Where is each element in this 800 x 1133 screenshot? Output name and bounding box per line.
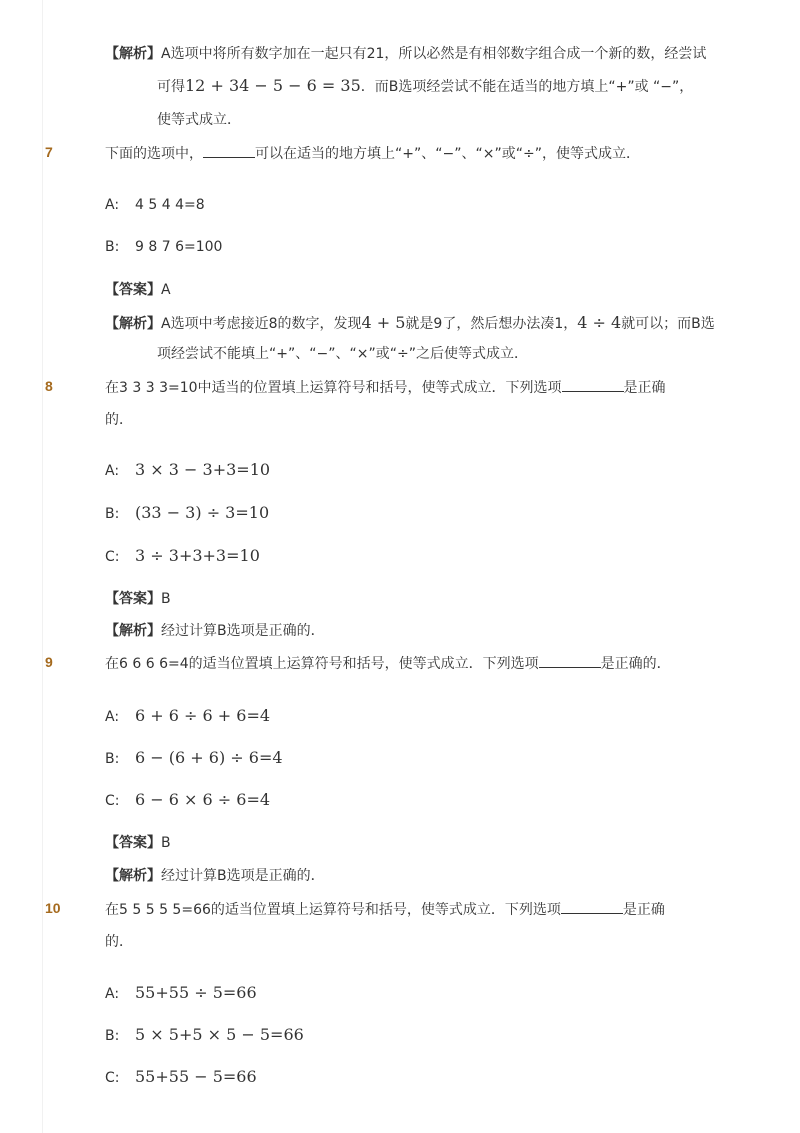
answer-blank — [561, 899, 623, 914]
analysis-line1: 【解析】A选项中考虑接近8的数字，发现4 + 5就是9了，然后想办法凑1，4 ÷ 4就可以；而B选 — [105, 313, 715, 332]
left-margin-rule — [42, 0, 43, 1133]
option-b[interactable]: B: 6 − (6 + 6) ÷ 6=4 — [105, 748, 283, 767]
answer-line: 【答案】A — [105, 282, 171, 298]
question-stem-line1: 在3 3 3 3=10中适当的位置填上运算符号和括号，使等式成立．下列选项 是正确 — [105, 377, 666, 398]
analysis-line: 【解析】经过计算B选项是正确的． — [105, 868, 325, 884]
answer-blank — [203, 143, 255, 158]
question-number: 10 — [45, 900, 61, 916]
analysis-tag: 【解析】 — [105, 46, 161, 62]
question-number: 7 — [45, 144, 53, 160]
question-number: 9 — [45, 654, 53, 670]
question-stem-line1: 在5 5 5 5 5=66的适当位置填上运算符号和括号，使等式成立．下列选项 是正确 — [105, 899, 665, 920]
option-c[interactable]: C: 55+55 − 5=66 — [105, 1067, 257, 1086]
answer-line: 【答案】B — [105, 835, 171, 851]
option-a[interactable]: A: 55+55 ÷ 5=66 — [105, 983, 257, 1002]
option-a[interactable]: A: 4 5 4 4=8 — [105, 197, 205, 213]
answer-blank — [539, 653, 601, 668]
prev-analysis-line3: 使等式成立． — [157, 112, 241, 128]
question-stem-line2: 的． — [105, 934, 133, 950]
option-c[interactable]: C: 6 − 6 × 6 ÷ 6=4 — [105, 790, 271, 809]
prev-analysis-line2: 可得12 + 34 − 5 − 6 = 35．而B选项经尝试不能在适当的地方填上“+”或 “−”， — [157, 76, 694, 95]
analysis-line2: 项经尝试不能填上“+”、“−”、“×”或“÷”之后使等式成立． — [157, 346, 528, 362]
question-stem: 在6 6 6 6=4的适当位置填上运算符号和括号，使等式成立．下列选项 是正确的． — [105, 653, 671, 674]
question-stem: 下面的选项中， 可以在适当的地方填上“+”、“−”、“×”或“÷”，使等式成立． — [105, 143, 640, 164]
option-a[interactable]: A: 3 × 3 − 3+3=10 — [105, 460, 271, 479]
answer-line: 【答案】B — [105, 591, 171, 607]
answer-blank — [562, 377, 624, 392]
option-b[interactable]: B: 5 × 5+5 × 5 − 5=66 — [105, 1025, 304, 1044]
question-stem-line2: 的． — [105, 412, 133, 428]
option-a[interactable]: A: 6 + 6 ÷ 6 + 6=4 — [105, 706, 271, 725]
prev-analysis-line1: 【解析】A选项中将所有数字加在一起只有21，所以必然是有相邻数字组合成一个新的数，经尝试 — [105, 46, 707, 62]
question-number: 8 — [45, 378, 53, 394]
analysis-line: 【解析】经过计算B选项是正确的． — [105, 623, 325, 639]
option-b[interactable]: B: 9 8 7 6=100 — [105, 239, 223, 255]
option-c[interactable]: C: 3 ÷ 3+3+3=10 — [105, 546, 260, 565]
option-b[interactable]: B: (33 − 3) ÷ 3=10 — [105, 503, 270, 522]
